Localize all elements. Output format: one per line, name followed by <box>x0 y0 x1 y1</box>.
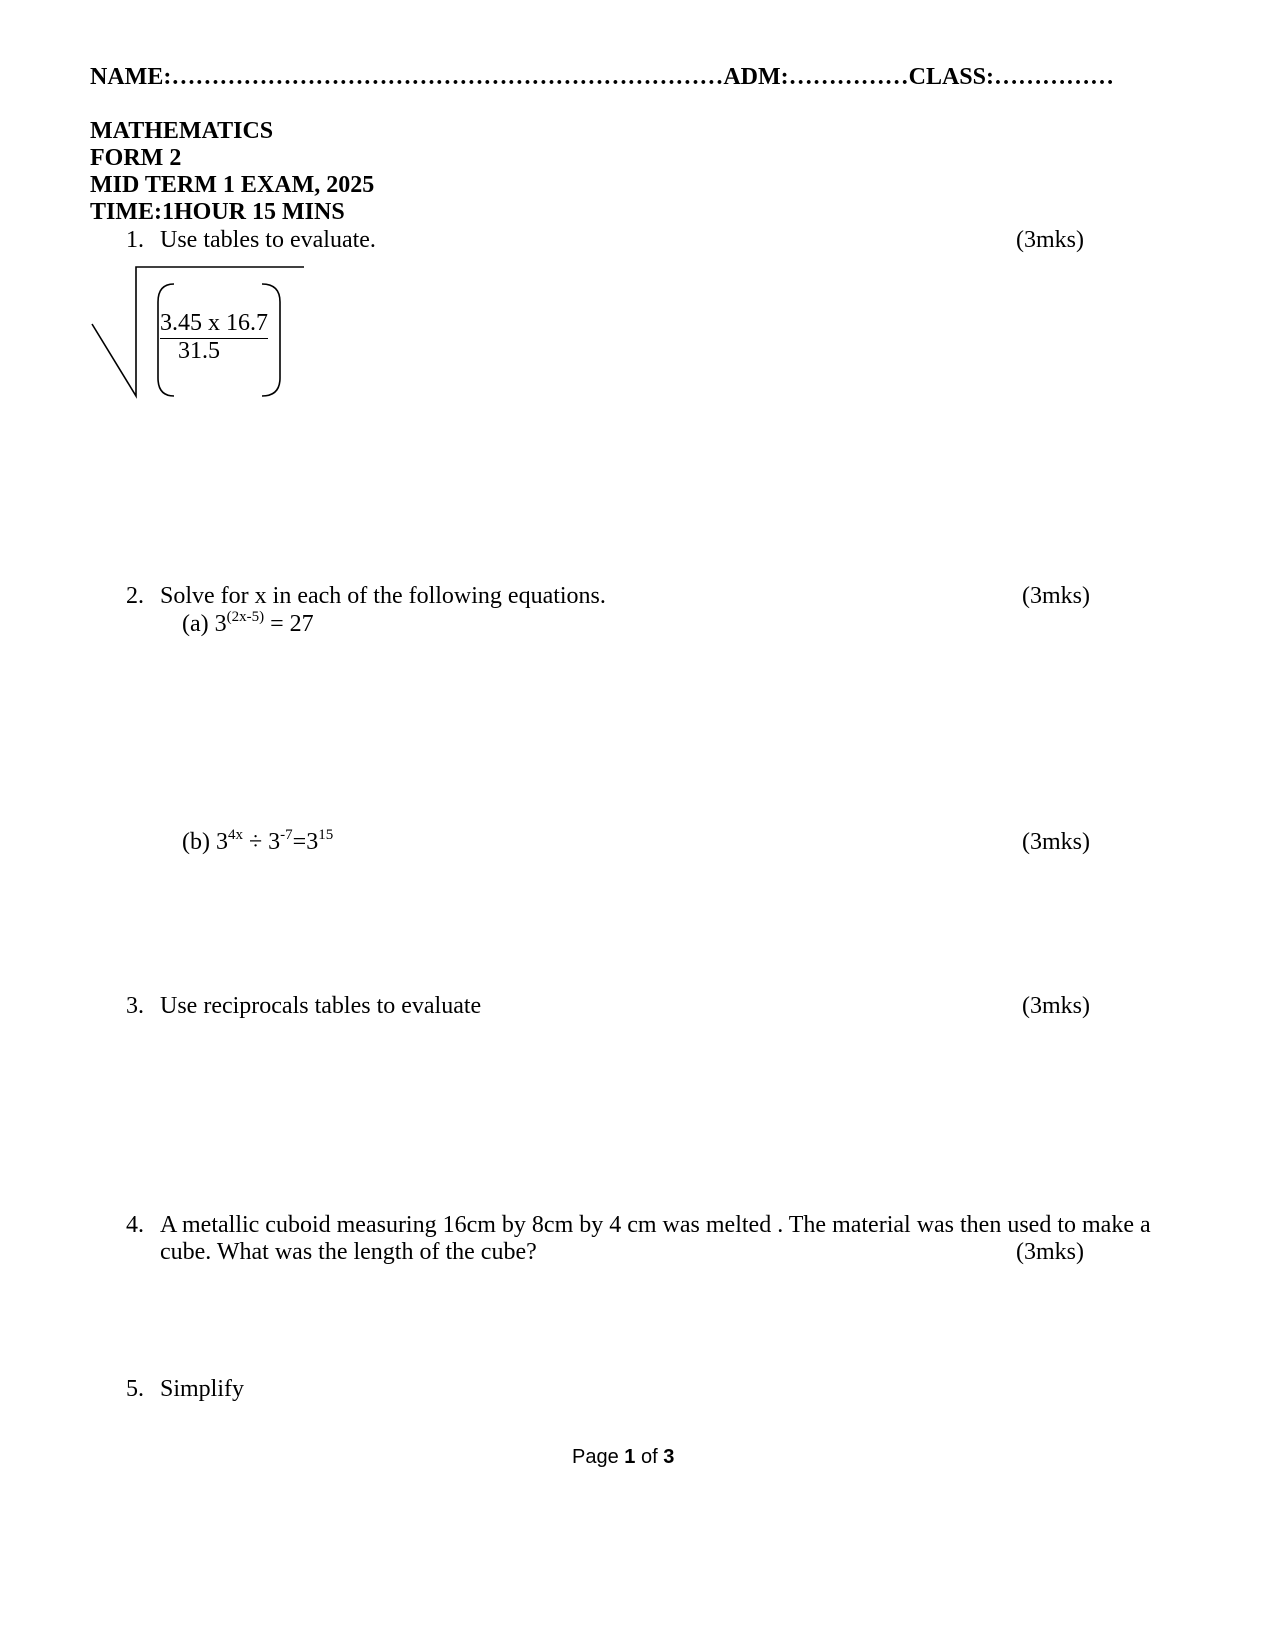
q2a-label: (a) <box>182 611 209 637</box>
name-adm-class-line: NAME:……………………………………………………………ADM:……………CLASS:…………… <box>90 64 1114 90</box>
q2a-base: 3 <box>214 611 227 637</box>
q2b-exp2: -7 <box>280 827 293 843</box>
q4-number: 4. <box>126 1212 144 1238</box>
footer-page-number: 1 <box>624 1446 636 1468</box>
q2-marks: (3mks) <box>1022 583 1090 609</box>
q2a-exponent: (2x-5) <box>226 609 265 625</box>
q3-marks: (3mks) <box>1022 993 1090 1019</box>
footer-page-word: Page <box>572 1446 619 1468</box>
q2b-base: 3 <box>215 829 228 855</box>
q1-numerator: 3.45 x 16.7 <box>160 309 268 339</box>
q2b-label: (b) <box>182 829 210 855</box>
q4-text-line2: cube. What was the length of the cube? <box>160 1239 537 1265</box>
q2b-exp1: 4x <box>227 827 243 843</box>
q2b-divide: ÷ 3 <box>242 829 281 855</box>
q2a-rest: = 27 <box>264 611 314 637</box>
form-label: FORM 2 <box>90 145 182 171</box>
q3-number: 3. <box>126 993 144 1019</box>
page-footer <box>572 1446 674 1469</box>
q1-denominator: 31.5 <box>178 338 220 364</box>
q5-number: 5. <box>126 1376 144 1402</box>
q2a-equation <box>182 610 314 638</box>
q2b-exp3: 15 <box>318 827 334 843</box>
q2-text: Solve for x in each of the following equations. <box>160 583 606 609</box>
q3-text: Use reciprocals tables to evaluate <box>160 993 482 1019</box>
q1-marks: (3mks) <box>1016 227 1084 253</box>
q1-text: Use tables to evaluate. <box>160 227 376 253</box>
q4-text-line1: A metallic cuboid measuring 16cm by 8cm by 4 cm was melted . The material was then used to make a <box>160 1212 1151 1238</box>
exam-title: MID TERM 1 EXAM, 2025 <box>90 172 375 198</box>
q2b-marks: (3mks) <box>1022 829 1090 855</box>
time-label: TIME:1HOUR 15 MINS <box>90 199 345 225</box>
q1-number: 1. <box>126 227 144 253</box>
q4-marks: (3mks) <box>1016 1239 1084 1265</box>
q2b-equation <box>182 828 333 856</box>
q5-text: Simplify <box>160 1376 245 1402</box>
subject-title: MATHEMATICS <box>90 118 274 144</box>
footer-total-pages: 3 <box>663 1446 675 1468</box>
q2b-equals: =3 <box>292 829 319 855</box>
q2-number: 2. <box>126 583 144 609</box>
footer-of-word: of <box>640 1446 658 1468</box>
